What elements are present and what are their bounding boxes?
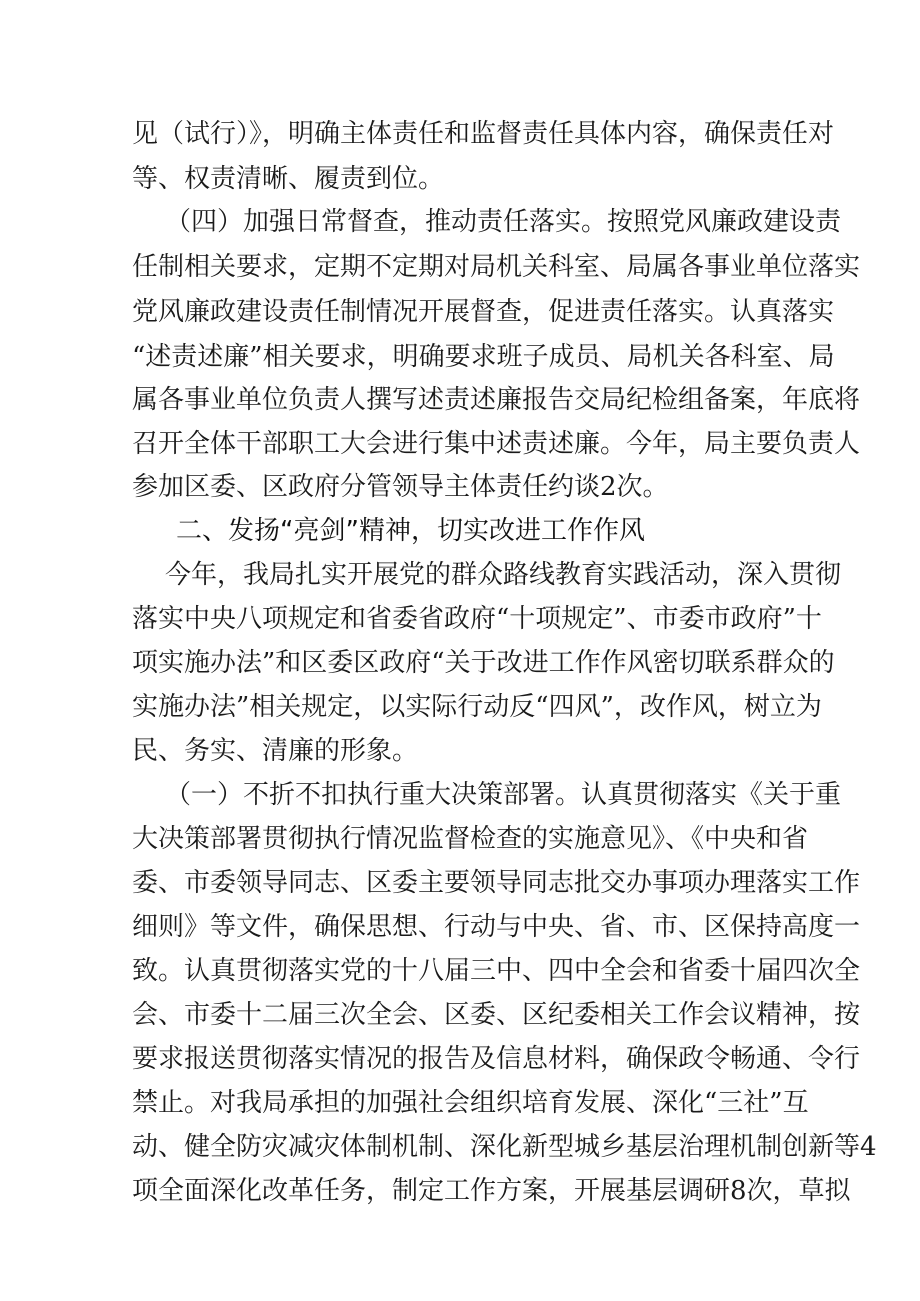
text-line: 见（试行）》，明确主体责任和监督责任具体内容，确保责任对 [132,119,835,149]
text-line: （四）加强日常督查，推动责任落实。按照党风廉政建设责 [165,207,842,237]
text-line: 落实中央八项规定和省委省政府“十项规定”、市委市政府”十 [132,604,822,634]
text-line: 致。认真贯彻落实党的十八届三中、四中全会和省委十届四次全 [132,956,861,986]
text-line: “述责述廉”相关要求，明确要求班子成员、局机关各科室、局 [132,342,835,372]
text-line: （一）不折不扣执行重大决策部署。认真贯彻落实《关于重 [165,780,842,810]
text-line: 参加区委、区政府分管领导主体责任约谈2次。 [132,472,669,502]
text-line: 等、权责清晰、履责到位。 [132,164,445,194]
text-line: 任制相关要求，定期不定期对局机关科室、局属各事业单位落实 [132,252,861,282]
text-line: 项实施办法”和区委区政府“关于改进工作作风密切联系群众的 [132,648,835,678]
text-line: 实施办法”相关规定，以实际行动反“四风”，改作风，树立为 [132,692,822,722]
text-line: 会、市委十二届三次全会、区委、区纪委相关工作会议精神，按 [132,1000,861,1030]
text-line: 细则》等文件，确保思想、行动与中央、省、市、区保持高度一 [132,912,861,942]
text-line: 属各事业单位负责人撰写述责述廉报告交局纪检组备案，年底将 [132,385,861,415]
text-line: 委、市委领导同志、区委主要领导同志批交办事项办理落实工作 [132,868,861,898]
text-line: 民、务实、清廉的形象。 [132,736,419,766]
text-line: 今年，我局扎实开展党的群众路线教育实践活动，深入贯彻 [165,560,842,590]
text-line: 项全面深化改革任务，制定工作方案，开展基层调研8次，草拟 [132,1176,851,1206]
text-line: 要求报送贯彻落实情况的报告及信息材料，确保政令畅通、令行 [132,1044,861,1074]
text-line: 大决策部署贯彻执行情况监督检查的实施意见》、《中央和省 [132,824,809,854]
text-line: 禁止。对我局承担的加强社会组织培育发展、深化“三社”互 [132,1088,809,1118]
text-line: 动、健全防灾减灾体制机制、深化新型城乡基层治理机制创新等4 [132,1132,877,1162]
text-line: 党风廉政建设责任制情况开展督查，促进责任落实。认真落实 [132,297,835,327]
text-line: 召开全体干部职工大会进行集中述责述廉。今年，局主要负责人 [132,429,861,459]
section-heading: 二、发扬“亮剑”精神，切实改进工作作风 [176,516,645,546]
